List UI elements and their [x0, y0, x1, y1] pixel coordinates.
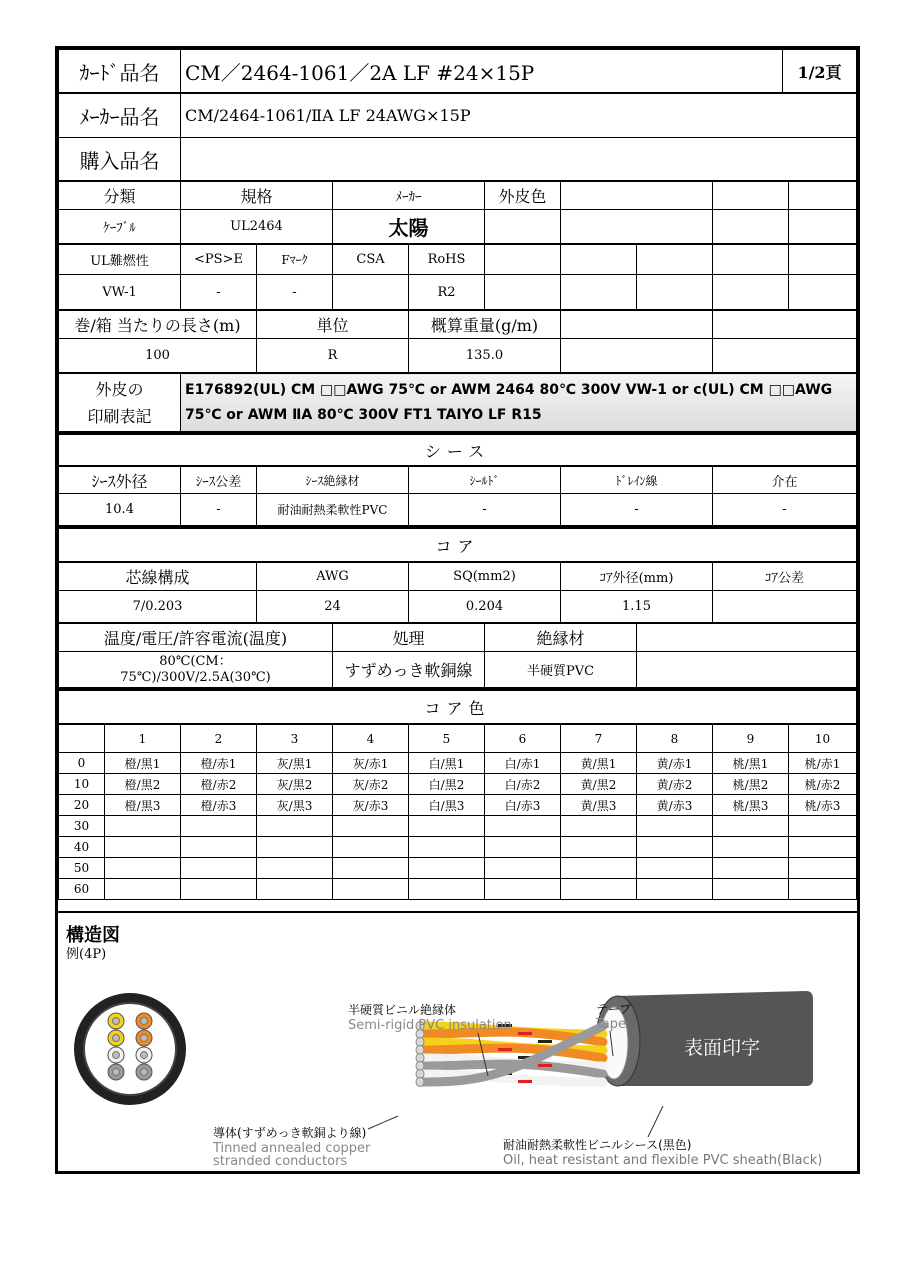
color-row-label: 50 [59, 858, 105, 879]
color-cell: 白/赤2 [485, 774, 561, 795]
spec3-value [713, 339, 857, 373]
color-cell [713, 837, 789, 858]
insulation-leader [478, 1033, 488, 1076]
color-cell: 黄/黒1 [561, 753, 637, 774]
surface-print-label: 表面印字 [684, 1037, 761, 1059]
spec2-header: UL難燃性 [59, 245, 181, 275]
spec2-value [789, 275, 857, 310]
color-cell: 黄/赤2 [637, 774, 713, 795]
header-table [58, 49, 857, 93]
sheath-jp-label: 耐油耐熱柔軟性ビニルシース(黒色) [503, 1138, 692, 1152]
color-cell [181, 879, 257, 900]
color-cell [637, 816, 713, 837]
color-cell [257, 858, 333, 879]
spec2-value [637, 275, 713, 310]
core-value [713, 591, 857, 623]
card-value: CM／2464-1061／2A LF #24×15P [181, 50, 783, 93]
spec2-value: VW-1 [59, 275, 181, 310]
spec3-header: 巻/箱 当たりの長さ(m) [59, 311, 257, 339]
color-cell: 橙/赤1 [181, 753, 257, 774]
sheath-value: 10.4 [59, 494, 181, 526]
color-cell [485, 816, 561, 837]
sheath-value: - [409, 494, 561, 526]
color-cell [333, 837, 409, 858]
cross-section [74, 993, 186, 1105]
color-column-header: 9 [713, 725, 789, 753]
sheath-en-label: Oil, heat resistant and flexible PVC sheath(Black) [503, 1153, 823, 1168]
color-cell [105, 879, 181, 900]
color-row [59, 816, 857, 837]
color-cell: 白/黒2 [409, 774, 485, 795]
color-cell: 桃/黒3 [713, 795, 789, 816]
color-row [59, 795, 857, 816]
color-row-label: 60 [59, 879, 105, 900]
printing-label-line2: 印刷表記 [87, 406, 152, 426]
corner-cell [59, 725, 105, 753]
diagram-title: 構造図 [66, 925, 120, 946]
insulation-label: 絶縁材 [485, 624, 637, 652]
spec3-value: R [257, 339, 409, 373]
color-cell [789, 858, 857, 879]
spec2-header [561, 245, 637, 275]
spec3-value [561, 339, 713, 373]
printing-label [59, 374, 181, 432]
color-cell: 黄/黒3 [561, 795, 637, 816]
color-cell [713, 858, 789, 879]
sheath-spec-table [58, 466, 857, 526]
color-row-label: 0 [59, 753, 105, 774]
core-title-table [58, 526, 857, 562]
color-cell: 灰/黒2 [257, 774, 333, 795]
core-value: 24 [257, 591, 409, 623]
spec2-value [561, 275, 637, 310]
color-column-header: 10 [789, 725, 857, 753]
temp-label: 温度/電圧/許容電流(温度) [59, 624, 333, 652]
color-cell [637, 837, 713, 858]
color-cell: 橙/黒1 [105, 753, 181, 774]
color-cell [637, 858, 713, 879]
spec1-header: 外皮色 [485, 182, 561, 210]
tape-en-label: Tape [596, 1017, 627, 1032]
core-process-table [58, 623, 857, 688]
tape-jp-label: テープ [596, 1002, 632, 1016]
sheath-header: ｼｰｽ公差 [181, 467, 257, 494]
color-row-label: 30 [59, 816, 105, 837]
printing-label-line1: 外皮の [95, 379, 144, 399]
sheath-leader [648, 1106, 663, 1137]
spec1-value: 太陽 [333, 210, 485, 244]
spec1-value: ｹｰﾌﾞﾙ [59, 210, 181, 244]
spec1-table [58, 181, 857, 244]
color-row [59, 774, 857, 795]
page-number: 1/2頁 [783, 50, 857, 93]
core-stripe [538, 1040, 552, 1043]
color-cell [409, 816, 485, 837]
structure-diagram [58, 911, 857, 1171]
core-header: ｺｱ公差 [713, 563, 857, 591]
spec-sheet [55, 46, 860, 1174]
sheath-header: ｼｰｽ絶縁材 [257, 467, 409, 494]
spec2-header [485, 245, 561, 275]
cross-tape [84, 1003, 176, 1095]
color-cell [181, 858, 257, 879]
insulation-value: 半硬質PVC [485, 652, 637, 688]
color-row-label: 40 [59, 837, 105, 858]
spec2-header: <PS>E [181, 245, 257, 275]
color-cell: 桃/赤1 [789, 753, 857, 774]
spec3-header: 概算重量(g/m) [409, 311, 561, 339]
color-cell [485, 858, 561, 879]
color-cell: 桃/黒1 [713, 753, 789, 774]
color-cell: 灰/黒3 [257, 795, 333, 816]
spec1-header [789, 182, 857, 210]
color-column-header: 1 [105, 725, 181, 753]
core-value: 7/0.203 [59, 591, 257, 623]
color-cell [333, 816, 409, 837]
spec2-value [485, 275, 561, 310]
sheath-header: ｼｰｽ外径 [59, 467, 181, 494]
color-row-label: 20 [59, 795, 105, 816]
spec2-header [713, 245, 789, 275]
color-row-label: 10 [59, 774, 105, 795]
color-cell: 白/赤1 [485, 753, 561, 774]
color-cell: 橙/赤2 [181, 774, 257, 795]
color-cell [713, 879, 789, 900]
cross-conductor [141, 1018, 148, 1025]
spec1-value [713, 210, 789, 244]
color-cell [789, 879, 857, 900]
spec1-value: UL2464 [181, 210, 333, 244]
conductor-leader [368, 1116, 398, 1129]
core-stripe [518, 1080, 532, 1083]
color-cell [561, 837, 637, 858]
printing-table [58, 373, 857, 432]
side-conductor-end [416, 1078, 424, 1087]
color-cell [181, 816, 257, 837]
color-row [59, 879, 857, 900]
color-cell [105, 837, 181, 858]
purchase-label: 購入品名 [59, 138, 181, 181]
color-cell [257, 879, 333, 900]
maker-table [58, 93, 857, 181]
core-stripe [538, 1064, 552, 1067]
color-cell [561, 879, 637, 900]
spec2-value: - [181, 275, 257, 310]
spec1-header: 規格 [181, 182, 333, 210]
color-column-header: 4 [333, 725, 409, 753]
spec2-header [789, 245, 857, 275]
cross-conductor [141, 1052, 148, 1059]
diagram-svg [58, 911, 857, 1171]
color-column-header: 7 [561, 725, 637, 753]
color-cell [409, 879, 485, 900]
spec2-header: CSA [333, 245, 409, 275]
color-row [59, 837, 857, 858]
color-cell [485, 837, 561, 858]
purchase-value [181, 138, 857, 181]
color-table [58, 724, 857, 900]
color-row [59, 753, 857, 774]
color-cell [485, 879, 561, 900]
color-cell: 灰/赤1 [333, 753, 409, 774]
color-cell [333, 858, 409, 879]
core-header: ｺｱ外径(mm) [561, 563, 713, 591]
color-column-header: 5 [409, 725, 485, 753]
spec1-header: 分類 [59, 182, 181, 210]
blank-cell [637, 652, 857, 688]
color-column-header: 6 [485, 725, 561, 753]
color-cell: 橙/黒2 [105, 774, 181, 795]
color-row [59, 858, 857, 879]
core-header: 芯線構成 [59, 563, 257, 591]
color-cell: 桃/赤2 [789, 774, 857, 795]
spec1-value [561, 210, 713, 244]
spec1-header: ﾒｰｶｰ [333, 182, 485, 210]
core-stripe [498, 1048, 512, 1051]
cross-conductor [141, 1069, 148, 1076]
color-cell: 白/赤3 [485, 795, 561, 816]
conductor-en1-label: Tinned annealed copper [213, 1141, 371, 1156]
sheath-title: シース [59, 434, 857, 466]
conductor-jp-label: 導体(すずめっき軟銅より線) [213, 1126, 367, 1140]
color-cell [409, 837, 485, 858]
treatment-label: 処理 [333, 624, 485, 652]
blank-cell [637, 624, 857, 652]
color-column-header: 2 [181, 725, 257, 753]
core-value: 0.204 [409, 591, 561, 623]
spec2-header: RoHS [409, 245, 485, 275]
spec3-header [713, 311, 857, 339]
color-cell: 桃/黒2 [713, 774, 789, 795]
spec2-header [637, 245, 713, 275]
sheath-value: - [181, 494, 257, 526]
color-column-header: 8 [637, 725, 713, 753]
color-cell: 灰/赤3 [333, 795, 409, 816]
spec3-table [58, 310, 857, 373]
color-cell: 白/黒3 [409, 795, 485, 816]
spec3-header [561, 311, 713, 339]
core-stripe [518, 1032, 532, 1035]
diagram-example: 例(4P) [66, 947, 107, 962]
color-cell: 黄/赤3 [637, 795, 713, 816]
color-cell: 灰/黒1 [257, 753, 333, 774]
color-cell: 橙/黒3 [105, 795, 181, 816]
color-cell [257, 816, 333, 837]
spec1-header [713, 182, 789, 210]
spec2-header: Fﾏｰｸ [257, 245, 333, 275]
spec1-value [485, 210, 561, 244]
core-header: AWG [257, 563, 409, 591]
cross-conductor [113, 1069, 120, 1076]
color-cell: 白/黒1 [409, 753, 485, 774]
color-cell: 黄/赤1 [637, 753, 713, 774]
color-cell [637, 879, 713, 900]
diagram-top-border [58, 911, 857, 913]
spec2-value: - [257, 275, 333, 310]
spec2-value [713, 275, 789, 310]
sheath-header: ｼｰﾙﾄﾞ [409, 467, 561, 494]
printing-text: E176892(UL) CM □□AWG 75℃ or AWM 2464 80℃ 300V VW-1 or c(UL) CM □□AWG 75℃ or AWM ⅡA 80℃ 300V FT1 TAIYO LF R15 [181, 374, 857, 432]
color-cell [789, 837, 857, 858]
sheath-value: - [561, 494, 713, 526]
sheath-header: 介在 [713, 467, 857, 494]
spec1-header [561, 182, 713, 210]
core-header: SQ(mm2) [409, 563, 561, 591]
cross-conductor [141, 1035, 148, 1042]
card-label: ｶｰﾄﾞ品名 [59, 50, 181, 93]
core-spec-table [58, 562, 857, 623]
spec3-value: 100 [59, 339, 257, 373]
insulation-jp-label: 半硬質ビニル絶縁体 [348, 1003, 457, 1017]
color-cell [333, 879, 409, 900]
sheath-table [58, 432, 857, 466]
cross-conductor [113, 1018, 120, 1025]
color-cell [181, 837, 257, 858]
core-title: コア [59, 528, 857, 562]
color-cell [713, 816, 789, 837]
color-cell [409, 858, 485, 879]
core-value: 1.15 [561, 591, 713, 623]
spec1-value [789, 210, 857, 244]
sheath-header: ﾄﾞﾚｲﾝ線 [561, 467, 713, 494]
spec2-value: R2 [409, 275, 485, 310]
color-cell [257, 837, 333, 858]
color-cell [789, 816, 857, 837]
insulation-en-label: Semi-rigid PVC insulation [348, 1018, 512, 1033]
colors-title-table [58, 688, 857, 724]
conductor-en2-label: stranded conductors [213, 1154, 348, 1169]
color-column-header: 3 [257, 725, 333, 753]
treatment-value: すずめっき軟銅線 [333, 652, 485, 688]
maker-label: ﾒｰｶｰ品名 [59, 94, 181, 138]
temp-value: 80℃(CM：75℃)/300V/2.5A(30℃) [59, 652, 333, 688]
color-cell: 桃/赤3 [789, 795, 857, 816]
colors-title: コア色 [59, 690, 857, 724]
color-cell [105, 858, 181, 879]
color-cell [561, 858, 637, 879]
color-cell: 黄/黒2 [561, 774, 637, 795]
cross-conductor [113, 1035, 120, 1042]
spec2-value [333, 275, 409, 310]
color-cell [105, 816, 181, 837]
color-cell: 灰/赤2 [333, 774, 409, 795]
spec3-header: 単位 [257, 311, 409, 339]
spec3-value: 135.0 [409, 339, 561, 373]
spec2-table [58, 244, 857, 310]
sheath-value: - [713, 494, 857, 526]
cross-conductor [113, 1052, 120, 1059]
maker-value: CM/2464-1061/ⅡA LF 24AWG×15P [181, 94, 857, 138]
sheath-value: 耐油耐熱柔軟性PVC [257, 494, 409, 526]
color-cell [561, 816, 637, 837]
color-cell: 橙/赤3 [181, 795, 257, 816]
